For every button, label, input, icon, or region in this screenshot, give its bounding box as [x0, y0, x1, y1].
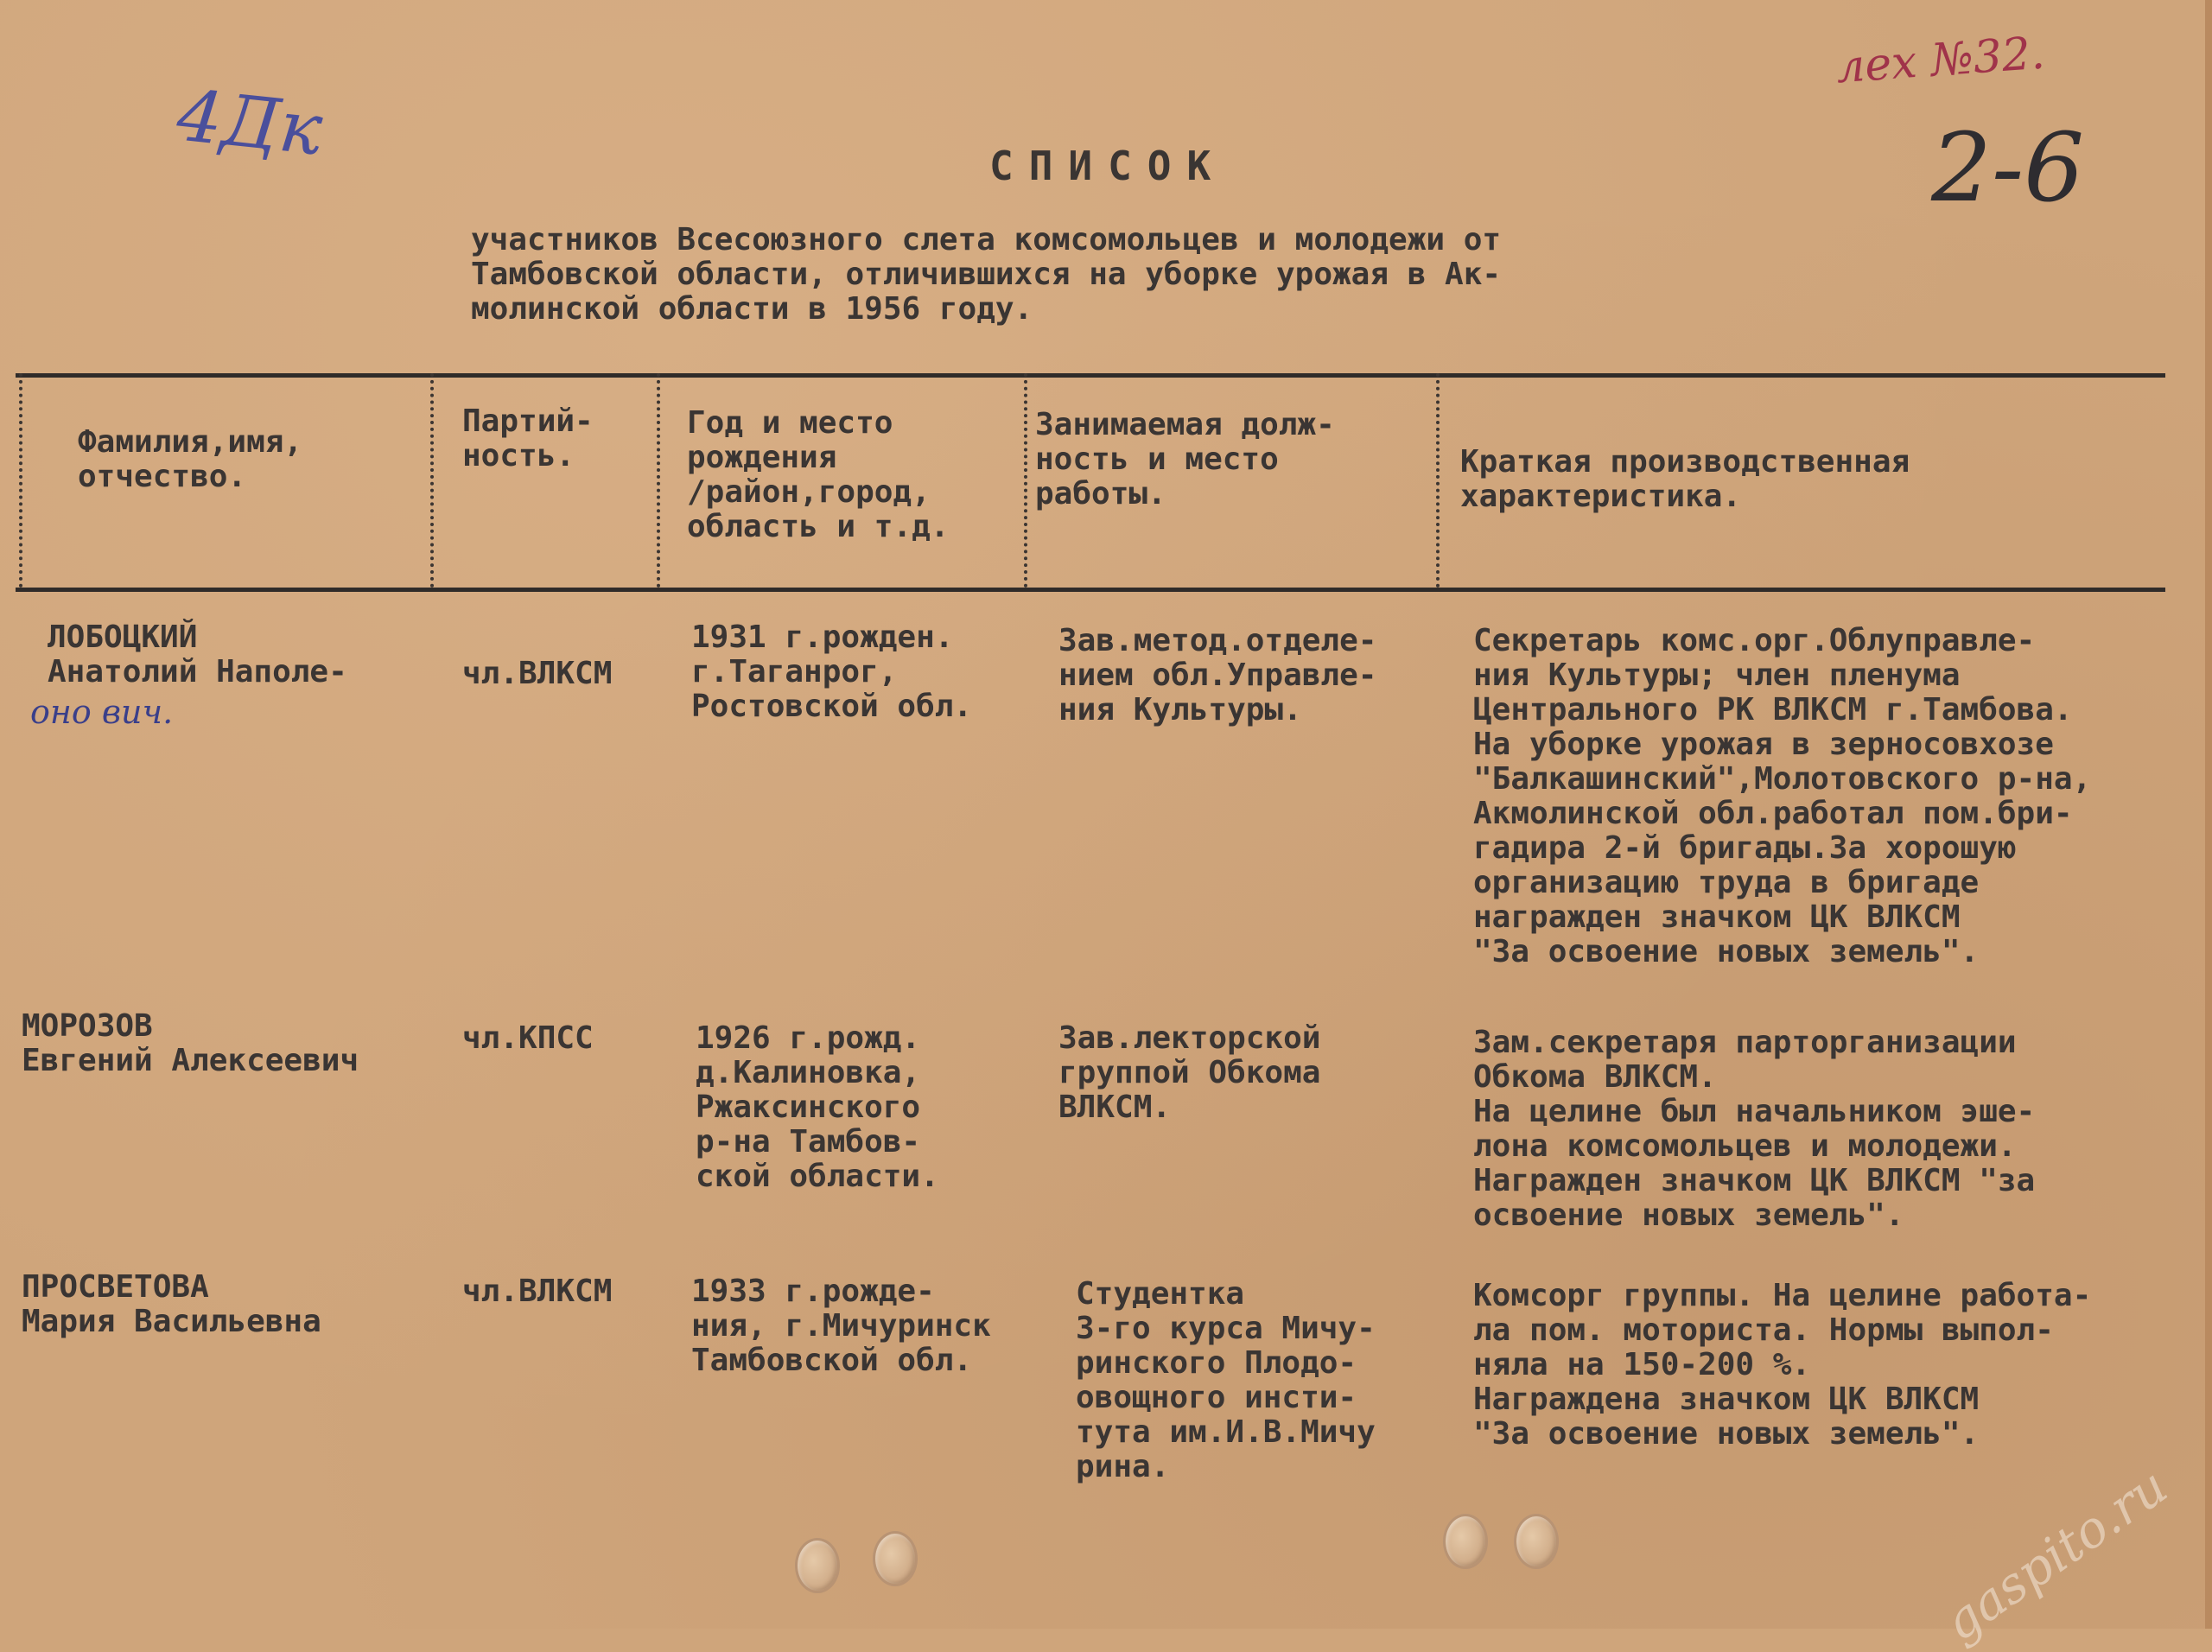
column-divider [1436, 373, 1440, 588]
row3-characteristic: Комсорг группы. На целине работа- ла пом. моториста. Нормы выпол- няла на 150-200 %. Награждена значком ЦК ВЛКСМ "За освоение новых земель". [1473, 1278, 2092, 1452]
handwritten-note-top-right: лех №32. [1834, 27, 2047, 94]
document-subtitle: участников Всесоюзного слета комсомольцев и молодежи от Тамбовской области, отличившихся на уборке урожая в Ак- молинской области в 1956 году. [471, 222, 1502, 327]
row3-party: чл.ВЛКСМ [462, 1274, 613, 1309]
punch-hole [1514, 1514, 1559, 1569]
column-divider [430, 373, 434, 588]
handwritten-page-number: 2-6 [1931, 112, 2085, 223]
header-name: Фамилия,имя, отчество. [78, 424, 303, 494]
table-header-rule [16, 588, 2165, 592]
handwritten-note-top-left: 4Дк [173, 74, 327, 172]
header-birth: Год и место рождения /район,город, область и т.д. [687, 405, 950, 544]
column-divider [19, 373, 22, 588]
row3-birth: 1933 г.рожде- ния, г.Мичуринск Тамбовской обл. [691, 1274, 991, 1378]
row2-birth: 1926 г.рожд. д.Калиновка, Ржаксинского р-на Тамбов- ской области. [696, 1020, 939, 1194]
column-divider [657, 373, 660, 588]
punch-hole [873, 1531, 918, 1586]
punch-hole [1443, 1514, 1488, 1569]
row3-position: Студентка 3-го курса Мичу- ринского Плодо- овощного инсти- тута им.И.В.Мичу рина. [1076, 1276, 1376, 1484]
row1-name-handwritten: оно вич. [30, 693, 174, 731]
watermark: gaspito.ru [1933, 1456, 2178, 1652]
row2-characteristic: Зам.секретаря парторганизации Обкома ВЛКСМ. На целине был начальником эше- лона комсомольцев и молодежи. Награжден значком ЦК ВЛКСМ "за освоение новых земель". [1473, 1025, 2036, 1233]
table-top-rule [16, 373, 2165, 378]
row1-party: чл.ВЛКСМ [462, 656, 613, 691]
column-divider [1024, 373, 1027, 588]
row1-position: Зав.метод.отделе- нием обл.Управле- ния Культуры. [1058, 623, 1377, 728]
header-position: Занимаемая долж- ность и место работы. [1035, 407, 1335, 511]
row1-characteristic: Секретарь комс.орг.Облуправле- ния Культуры; член пленума Центрального РК ВЛКСМ г.Тамбова. На уборке урожая в зерносовхозе "Балкашинский",Молотовского р-на, Акмолинской обл.работал пом.бри- гадира 2-й бригады.За хорошую организацию труда в бригаде награжден значком ЦК ВЛКСМ "За освоение новых земель". [1473, 623, 2092, 969]
row2-name: МОРОЗОВ Евгений Алексеевич [22, 1008, 359, 1078]
row2-position: Зав.лекторской группой Обкома ВЛКСМ. [1058, 1020, 1321, 1125]
row1-name: ЛОБОЦКИЙ Анатолий Наполе- [48, 620, 347, 689]
header-party: Партий- ность. [462, 403, 594, 473]
punch-hole [795, 1538, 840, 1593]
header-characteristic: Краткая производственная характеристика. [1460, 444, 1910, 514]
document-title: СПИСОК [989, 143, 1227, 189]
row3-name: ПРОСВЕТОВА Мария Васильевна [22, 1269, 321, 1339]
row1-birth: 1931 г.рожден. г.Таганрог, Ростовской обл. [691, 620, 973, 724]
row2-party: чл.КПСС [462, 1020, 594, 1056]
